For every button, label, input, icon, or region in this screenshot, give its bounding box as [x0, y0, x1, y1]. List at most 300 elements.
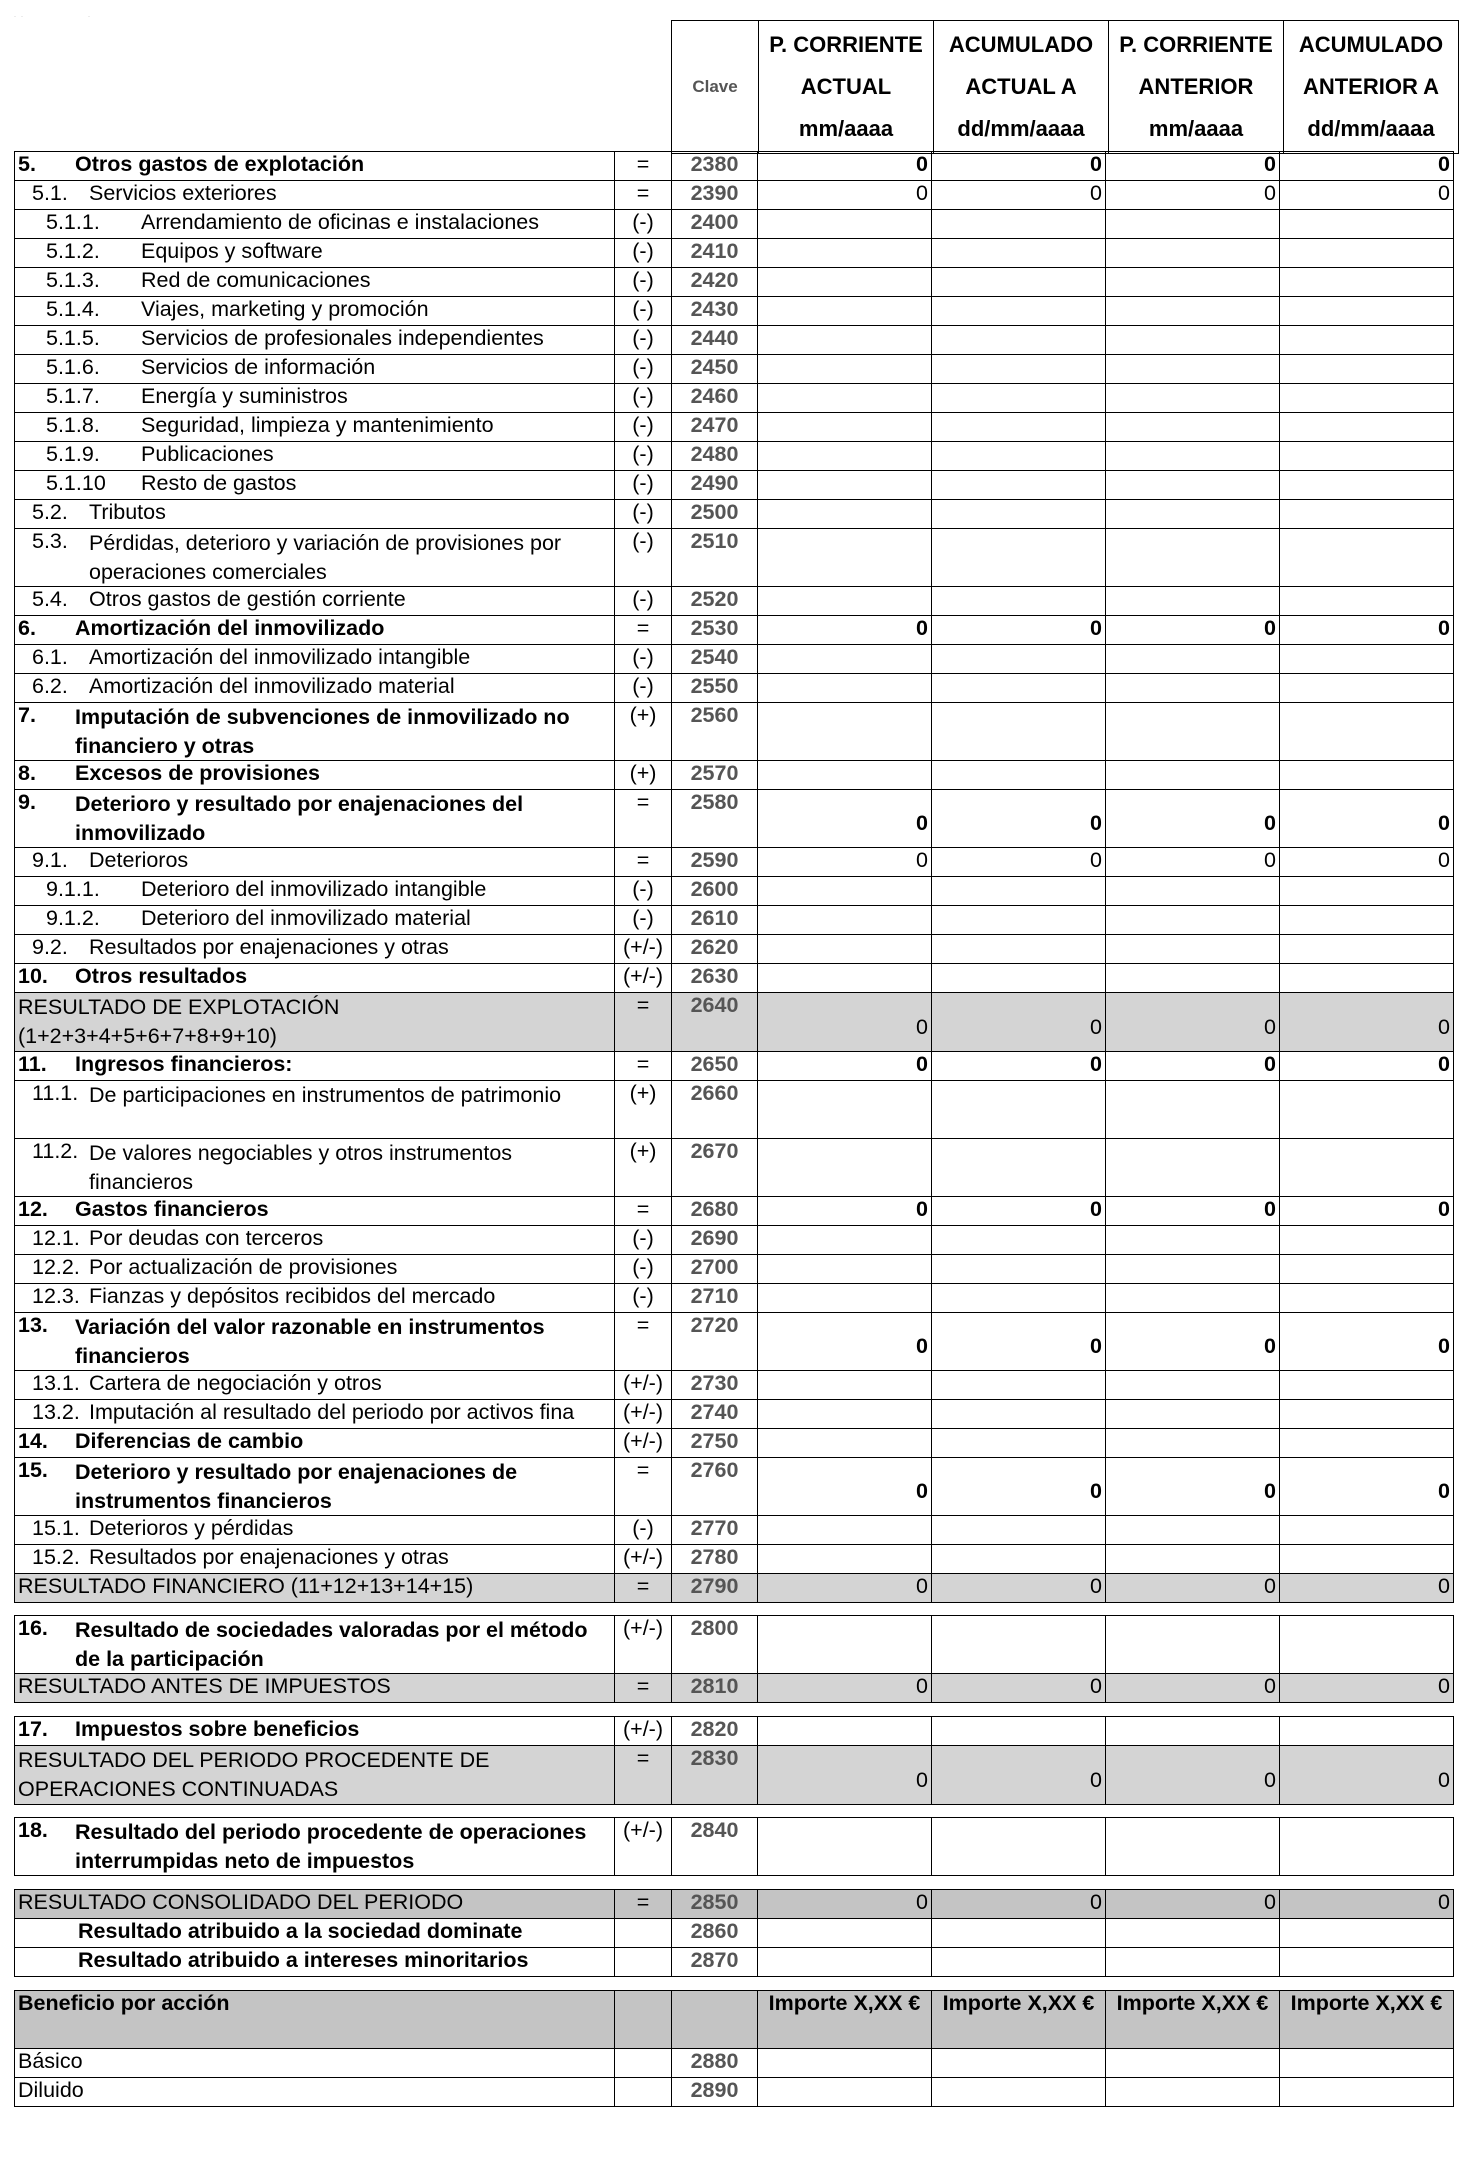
value-cell[interactable]	[932, 413, 1106, 442]
value-cell[interactable]	[758, 1255, 932, 1284]
value-cell[interactable]	[1106, 1616, 1280, 1674]
value-cell[interactable]	[932, 1255, 1106, 1284]
value-cell[interactable]	[1106, 761, 1280, 790]
value-cell[interactable]: 0	[1280, 616, 1454, 645]
value-cell[interactable]	[932, 1400, 1106, 1429]
value-cell[interactable]	[1106, 877, 1280, 906]
value-cell[interactable]	[758, 964, 932, 993]
row-number: 11.2.	[32, 1139, 79, 1163]
value-cell[interactable]	[1280, 268, 1454, 297]
row-text: RESULTADO DE EXPLOTACIÓN (1+2+3+4+5+6+7+8+9+10)	[18, 995, 340, 1048]
row-text: RESULTADO FINANCIERO (11+12+13+14+15)	[18, 1574, 474, 1598]
value-cell[interactable]	[1106, 645, 1280, 674]
row-number: 9.	[18, 790, 36, 814]
value-cell[interactable]: 0	[1106, 790, 1280, 848]
value-cell[interactable]: 0	[932, 1574, 1106, 1603]
value-cell[interactable]	[1280, 587, 1454, 616]
value-cell[interactable]	[1106, 1948, 1280, 1977]
value-cell[interactable]: 0	[758, 1197, 932, 1226]
value-cell[interactable]	[1106, 297, 1280, 326]
value-cell[interactable]: 0	[1280, 152, 1454, 181]
value-cell[interactable]	[758, 326, 932, 355]
value-cell[interactable]: 0	[932, 616, 1106, 645]
value-cell[interactable]	[932, 587, 1106, 616]
value-cell[interactable]	[758, 1081, 932, 1139]
value-cell[interactable]	[758, 645, 932, 674]
value-cell[interactable]: 0	[758, 790, 932, 848]
value-cell[interactable]	[1280, 935, 1454, 964]
table-row	[15, 1458, 1454, 1516]
value-cell[interactable]	[1106, 1081, 1280, 1139]
row-clave: 2650	[672, 1052, 758, 1081]
row-clave: 2420	[672, 268, 758, 297]
value-cell[interactable]	[1280, 645, 1454, 674]
col-header-0-line-3: mm/aaaa	[798, 116, 894, 141]
value-cell[interactable]	[1280, 761, 1454, 790]
value-cell[interactable]	[758, 877, 932, 906]
row-label	[15, 906, 615, 935]
row-text: Deterioros	[89, 848, 189, 872]
value-cell[interactable]	[758, 703, 932, 761]
value-cell[interactable]: 0	[1280, 1674, 1454, 1703]
value-cell[interactable]	[758, 2078, 932, 2107]
table-row	[15, 268, 1454, 297]
value-cell[interactable]: 0	[1280, 848, 1454, 877]
value-cell[interactable]	[758, 1717, 932, 1746]
value-cell[interactable]: 0	[932, 1674, 1106, 1703]
row-sign: (-)	[615, 500, 672, 529]
table-row	[15, 1139, 1454, 1197]
value-cell[interactable]	[1106, 1255, 1280, 1284]
row-clave: 2810	[672, 1674, 758, 1703]
statement-table	[14, 1817, 1454, 1876]
value-cell[interactable]	[1106, 1818, 1280, 1876]
table-row	[15, 1674, 1454, 1703]
value-cell[interactable]	[1280, 500, 1454, 529]
value-cell[interactable]	[1280, 2078, 1454, 2107]
value-cell[interactable]: 0	[1280, 1313, 1454, 1371]
value-cell[interactable]	[932, 935, 1106, 964]
value-cell[interactable]	[1280, 529, 1454, 587]
value-cell[interactable]	[932, 471, 1106, 500]
row-clave: 2520	[672, 587, 758, 616]
row-clave: 2710	[672, 1284, 758, 1313]
value-cell[interactable]: 0	[1280, 1574, 1454, 1603]
value-cell[interactable]	[1280, 1284, 1454, 1313]
value-cell[interactable]: 0	[932, 1052, 1106, 1081]
value-cell[interactable]	[932, 1545, 1106, 1574]
value-cell[interactable]	[1106, 1400, 1280, 1429]
value-cell[interactable]: Importe X,XX €	[758, 1991, 932, 2049]
col-header-2-line-1: P. CORRIENTE	[1119, 32, 1273, 57]
value-cell[interactable]	[1280, 1616, 1454, 1674]
value-cell[interactable]: 0	[1106, 1313, 1280, 1371]
value-cell[interactable]	[758, 384, 932, 413]
value-cell[interactable]	[1280, 1081, 1454, 1139]
value-cell[interactable]	[1106, 210, 1280, 239]
value-cell[interactable]	[758, 1818, 932, 1876]
row-sign: (+)	[615, 703, 672, 761]
value-cell[interactable]	[932, 442, 1106, 471]
value-cell[interactable]	[932, 326, 1106, 355]
row-sign: (+)	[615, 761, 672, 790]
row-clave: 2430	[672, 297, 758, 326]
value-cell[interactable]	[1280, 413, 1454, 442]
row-number: 13.	[18, 1313, 48, 1337]
value-cell[interactable]	[758, 761, 932, 790]
value-cell[interactable]: 0	[758, 1574, 932, 1603]
value-cell[interactable]	[758, 471, 932, 500]
value-cell[interactable]	[1280, 1919, 1454, 1948]
value-cell[interactable]	[758, 355, 932, 384]
row-clave: 2500	[672, 500, 758, 529]
value-cell[interactable]	[758, 1429, 932, 1458]
value-cell[interactable]	[932, 761, 1106, 790]
value-cell[interactable]	[1280, 1255, 1454, 1284]
row-label	[15, 471, 615, 500]
value-cell[interactable]	[932, 1516, 1106, 1545]
value-cell[interactable]	[1280, 355, 1454, 384]
value-cell[interactable]	[1106, 2049, 1280, 2078]
value-cell[interactable]	[932, 703, 1106, 761]
row-clave: 2380	[672, 152, 758, 181]
value-cell[interactable]: 0	[1106, 1197, 1280, 1226]
value-cell[interactable]	[758, 674, 932, 703]
row-sign: =	[615, 1746, 672, 1805]
value-cell[interactable]	[1280, 1545, 1454, 1574]
value-cell[interactable]	[932, 674, 1106, 703]
value-cell[interactable]: 0	[1280, 1052, 1454, 1081]
value-cell[interactable]	[1280, 2049, 1454, 2078]
value-cell[interactable]: 0	[1106, 152, 1280, 181]
table-row	[15, 935, 1454, 964]
statement-table	[14, 1889, 1454, 1977]
value-cell[interactable]	[1106, 384, 1280, 413]
value-cell[interactable]	[1280, 442, 1454, 471]
value-cell[interactable]	[1280, 297, 1454, 326]
value-cell[interactable]	[932, 906, 1106, 935]
value-cell[interactable]	[758, 1948, 932, 1977]
value-cell[interactable]: 0	[932, 1458, 1106, 1516]
value-cell[interactable]	[1106, 413, 1280, 442]
value-cell[interactable]	[758, 1284, 932, 1313]
value-cell[interactable]	[1280, 1371, 1454, 1400]
value-cell[interactable]: Importe X,XX €	[1280, 1991, 1454, 2049]
value-cell[interactable]: 0	[932, 181, 1106, 210]
value-cell[interactable]: 0	[1280, 1746, 1454, 1805]
value-cell[interactable]	[1280, 1226, 1454, 1255]
column-header-table	[671, 20, 1459, 154]
table-row	[15, 703, 1454, 761]
value-cell[interactable]: 0	[932, 1746, 1106, 1805]
row-clave: 2640	[672, 993, 758, 1052]
table-row	[15, 355, 1454, 384]
row-label	[15, 964, 615, 993]
row-label	[15, 1255, 615, 1284]
value-cell[interactable]	[932, 268, 1106, 297]
value-cell[interactable]: 0	[932, 1197, 1106, 1226]
row-sign: (-)	[615, 587, 672, 616]
value-cell[interactable]	[758, 1516, 932, 1545]
row-label	[15, 587, 615, 616]
value-cell[interactable]: Importe X,XX €	[1106, 1991, 1280, 2049]
row-label	[15, 993, 615, 1052]
table-row	[15, 1052, 1454, 1081]
value-cell[interactable]: 0	[1106, 1674, 1280, 1703]
value-cell[interactable]: 0	[758, 848, 932, 877]
value-cell[interactable]: 0	[1106, 181, 1280, 210]
value-cell[interactable]: 0	[1280, 1197, 1454, 1226]
value-cell[interactable]	[758, 239, 932, 268]
row-text: Por deudas con terceros	[89, 1226, 324, 1250]
row-clave: 2680	[672, 1197, 758, 1226]
value-cell[interactable]	[1280, 703, 1454, 761]
value-cell[interactable]	[1280, 1818, 1454, 1876]
value-cell[interactable]	[1106, 239, 1280, 268]
value-cell[interactable]: 0	[1106, 616, 1280, 645]
table-row	[15, 993, 1454, 1052]
value-cell[interactable]	[932, 1919, 1106, 1948]
value-cell[interactable]	[932, 1948, 1106, 1977]
row-number: 11.	[18, 1052, 47, 1076]
value-cell[interactable]	[758, 2049, 932, 2078]
row-number: 5.2.	[32, 500, 68, 524]
value-cell[interactable]	[932, 1081, 1106, 1139]
value-cell[interactable]: 0	[1280, 1458, 1454, 1516]
value-cell[interactable]	[1106, 1919, 1280, 1948]
row-sign: (-)	[615, 645, 672, 674]
row-number: 12.3.	[32, 1284, 80, 1308]
value-cell[interactable]: 0	[932, 1313, 1106, 1371]
value-cell[interactable]: 0	[1106, 993, 1280, 1052]
value-cell[interactable]	[758, 297, 932, 326]
value-cell[interactable]: 0	[932, 790, 1106, 848]
value-cell[interactable]	[1106, 1717, 1280, 1746]
value-cell[interactable]	[758, 500, 932, 529]
row-label	[15, 674, 615, 703]
row-text: RESULTADO CONSOLIDADO DEL PERIODO	[18, 1890, 464, 1914]
table-row	[15, 471, 1454, 500]
value-cell[interactable]	[1280, 239, 1454, 268]
row-sign: (-)	[615, 210, 672, 239]
value-cell[interactable]	[1280, 384, 1454, 413]
value-cell[interactable]	[1106, 703, 1280, 761]
value-cell[interactable]	[758, 442, 932, 471]
value-cell[interactable]	[1106, 1371, 1280, 1400]
value-cell[interactable]	[1106, 1545, 1280, 1574]
value-cell[interactable]: 0	[1106, 1890, 1280, 1919]
value-cell[interactable]	[1106, 1139, 1280, 1197]
value-cell[interactable]	[1106, 471, 1280, 500]
table-row	[15, 1400, 1454, 1429]
value-cell[interactable]	[1280, 1948, 1454, 1977]
value-cell[interactable]: 0	[758, 993, 932, 1052]
value-cell[interactable]	[1280, 1717, 1454, 1746]
value-cell[interactable]	[932, 1717, 1106, 1746]
statement-table	[14, 1990, 1454, 2107]
value-cell[interactable]	[932, 1616, 1106, 1674]
row-label	[15, 935, 615, 964]
row-clave: 2480	[672, 442, 758, 471]
table-row	[15, 848, 1454, 877]
row-sign: =	[615, 1458, 672, 1516]
value-cell[interactable]: 0	[758, 152, 932, 181]
value-cell[interactable]	[1106, 355, 1280, 384]
value-cell[interactable]	[932, 1284, 1106, 1313]
row-clave: 2390	[672, 181, 758, 210]
value-cell[interactable]	[758, 1919, 932, 1948]
value-cell[interactable]: 0	[758, 1458, 932, 1516]
table-row	[15, 1371, 1454, 1400]
table-row	[15, 2049, 1454, 2078]
value-cell[interactable]	[1106, 587, 1280, 616]
table-row	[15, 1255, 1454, 1284]
row-label	[15, 1890, 615, 1919]
row-clave: 2890	[672, 2078, 758, 2107]
value-cell[interactable]	[932, 500, 1106, 529]
value-cell[interactable]: 0	[1106, 1052, 1280, 1081]
value-cell[interactable]	[1280, 210, 1454, 239]
value-cell[interactable]	[1106, 2078, 1280, 2107]
value-cell[interactable]	[758, 529, 932, 587]
value-cell[interactable]	[932, 1429, 1106, 1458]
value-cell[interactable]	[932, 1139, 1106, 1197]
row-label	[15, 1226, 615, 1255]
value-cell[interactable]	[1280, 1139, 1454, 1197]
value-cell[interactable]	[1106, 442, 1280, 471]
value-cell[interactable]	[1106, 964, 1280, 993]
value-cell[interactable]	[1280, 1516, 1454, 1545]
row-label	[15, 1818, 615, 1876]
row-label	[15, 1284, 615, 1313]
value-cell[interactable]	[758, 1226, 932, 1255]
value-cell[interactable]: 0	[1280, 993, 1454, 1052]
value-cell[interactable]: 0	[1106, 1574, 1280, 1603]
value-cell[interactable]	[932, 297, 1106, 326]
value-cell[interactable]: 0	[758, 181, 932, 210]
statement-table	[14, 151, 1454, 1603]
value-cell[interactable]: Importe X,XX €	[932, 1991, 1106, 2049]
value-cell[interactable]	[758, 1545, 932, 1574]
row-text: De valores negociables y otros instrumentos financieros	[89, 1141, 513, 1194]
value-cell[interactable]	[1106, 1226, 1280, 1255]
value-cell[interactable]	[758, 906, 932, 935]
value-cell[interactable]	[1280, 877, 1454, 906]
value-cell[interactable]	[1106, 906, 1280, 935]
value-cell[interactable]	[1280, 326, 1454, 355]
value-cell[interactable]	[758, 1139, 932, 1197]
value-cell[interactable]	[932, 2049, 1106, 2078]
value-cell[interactable]: 0	[932, 993, 1106, 1052]
row-number: 15.1.	[32, 1516, 80, 1540]
value-cell[interactable]: 0	[1280, 790, 1454, 848]
value-cell[interactable]: 0	[758, 616, 932, 645]
value-cell[interactable]	[932, 964, 1106, 993]
value-cell[interactable]: 0	[758, 1674, 932, 1703]
value-cell[interactable]	[1106, 935, 1280, 964]
value-cell[interactable]	[1280, 674, 1454, 703]
value-cell[interactable]	[932, 239, 1106, 268]
value-cell[interactable]	[1106, 326, 1280, 355]
value-cell[interactable]: 0	[1280, 1890, 1454, 1919]
value-cell[interactable]: 0	[758, 1313, 932, 1371]
table-row	[15, 645, 1454, 674]
value-cell[interactable]	[758, 587, 932, 616]
value-cell[interactable]	[932, 645, 1106, 674]
value-cell[interactable]	[758, 413, 932, 442]
value-cell[interactable]: 0	[1106, 1458, 1280, 1516]
value-cell[interactable]: 0	[1106, 1746, 1280, 1805]
row-sign: (+/-)	[615, 1818, 672, 1876]
value-cell[interactable]	[758, 1371, 932, 1400]
value-cell[interactable]: 0	[932, 848, 1106, 877]
value-cell[interactable]	[1280, 906, 1454, 935]
value-cell[interactable]: 0	[932, 1890, 1106, 1919]
value-cell[interactable]	[758, 268, 932, 297]
value-cell[interactable]	[1106, 1284, 1280, 1313]
row-text: Diferencias de cambio	[75, 1429, 304, 1453]
row-number: 12.2.	[32, 1255, 80, 1279]
value-cell[interactable]	[932, 1226, 1106, 1255]
row-text: Deterioro del inmovilizado intangible	[141, 877, 487, 901]
value-cell[interactable]	[932, 384, 1106, 413]
value-cell[interactable]	[1280, 471, 1454, 500]
value-cell[interactable]	[758, 1616, 932, 1674]
value-cell[interactable]	[1106, 268, 1280, 297]
value-cell[interactable]	[932, 1371, 1106, 1400]
row-number: 6.1.	[32, 645, 68, 669]
row-number: 9.1.	[32, 848, 68, 872]
value-cell[interactable]	[932, 877, 1106, 906]
row-clave: 2880	[672, 2049, 758, 2078]
value-cell[interactable]	[1106, 674, 1280, 703]
row-text: Deterioro y resultado por enajenaciones del inmovilizado	[75, 792, 524, 845]
value-cell[interactable]	[758, 1400, 932, 1429]
value-cell[interactable]	[932, 529, 1106, 587]
value-cell[interactable]	[1106, 500, 1280, 529]
row-clave: 2450	[672, 355, 758, 384]
value-cell[interactable]	[932, 2078, 1106, 2107]
value-cell[interactable]	[932, 355, 1106, 384]
row-sign: (+)	[615, 1081, 672, 1139]
value-cell[interactable]	[932, 1818, 1106, 1876]
value-cell[interactable]	[758, 210, 932, 239]
row-number: 5.1.	[32, 181, 68, 205]
value-cell[interactable]: 0	[1106, 848, 1280, 877]
value-cell[interactable]	[1106, 1429, 1280, 1458]
row-label	[15, 1746, 615, 1805]
value-cell[interactable]	[1280, 1429, 1454, 1458]
value-cell[interactable]: 0	[758, 1890, 932, 1919]
value-cell[interactable]	[1106, 1516, 1280, 1545]
value-cell[interactable]	[758, 935, 932, 964]
row-label	[15, 616, 615, 645]
value-cell[interactable]: 0	[758, 1052, 932, 1081]
value-cell[interactable]: 0	[758, 1746, 932, 1805]
row-text: Resto de gastos	[141, 471, 297, 495]
value-cell[interactable]	[1280, 1400, 1454, 1429]
value-cell[interactable]	[1106, 529, 1280, 587]
col-header-0	[759, 21, 934, 154]
row-sign: =	[615, 152, 672, 181]
row-number: 17.	[18, 1717, 48, 1741]
row-label	[15, 529, 615, 587]
value-cell[interactable]: 0	[932, 152, 1106, 181]
col-header-3	[1284, 21, 1459, 154]
value-cell[interactable]	[1280, 964, 1454, 993]
value-cell[interactable]: 0	[1280, 181, 1454, 210]
value-cell[interactable]	[932, 210, 1106, 239]
